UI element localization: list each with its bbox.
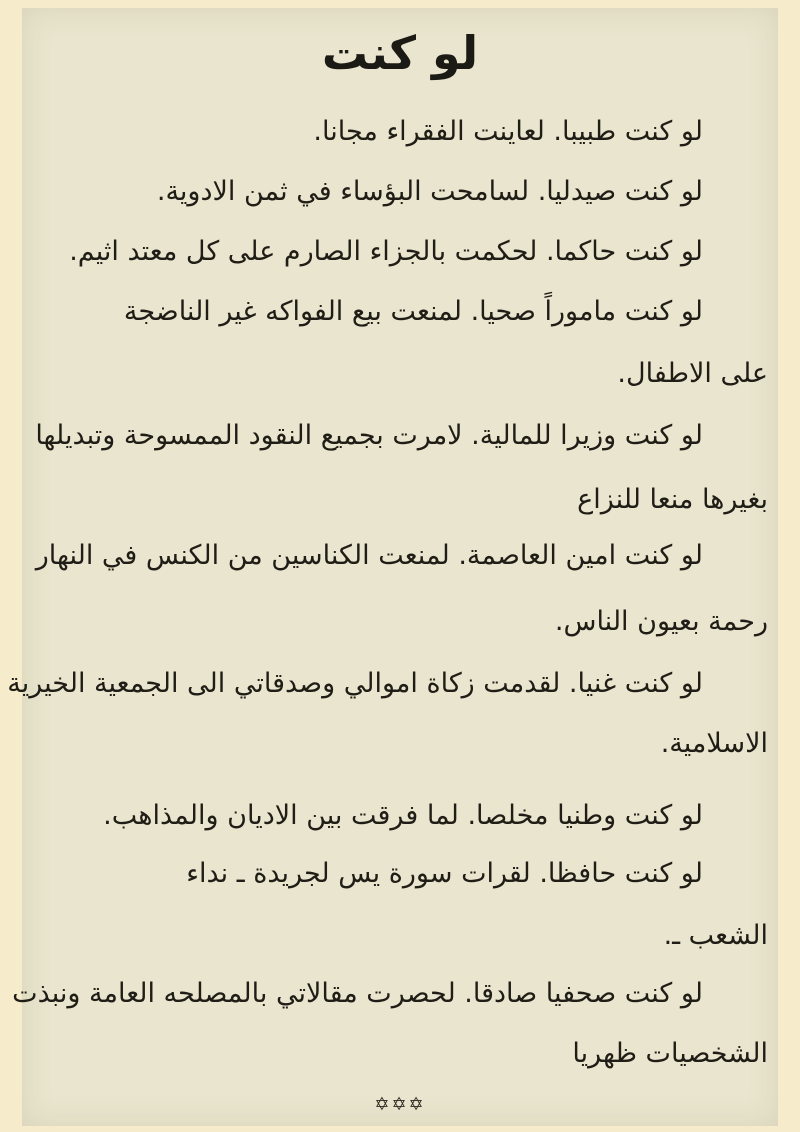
- text-line: لو كنت غنيا. لقدمت زكاة اموالي وصدقاتي الى الجمعية الخيرية: [7, 668, 703, 699]
- ornament-stars: ✡✡✡: [374, 1094, 426, 1115]
- text-line: لو كنت طبيبا. لعاينت الفقراء مجانا.: [313, 116, 703, 147]
- text-line: لو كنت وزيرا للمالية. لامرت بجميع النقود الممسوحة وتبديلها: [35, 420, 703, 451]
- text-line: الشعب ـ.: [663, 920, 768, 951]
- text-line: بغيرها منعا للنزاع: [577, 484, 768, 515]
- text-line: رحمة بعيون الناس.: [554, 606, 768, 637]
- text-line: على الاطفال.: [617, 358, 768, 389]
- text-line: الاسلامية.: [660, 728, 768, 759]
- page-title: لو كنت: [321, 26, 479, 80]
- text-line: لو كنت امين العاصمة. لمنعت الكناسين من الكنس في النهار: [35, 540, 703, 571]
- text-line: لو كنت ماموراً صحيا. لمنعت بيع الفواكه غير الناضجة: [123, 296, 703, 327]
- document-page: [7, 8, 778, 1126]
- text-line: لو كنت صيدليا. لسامحت البؤساء في ثمن الادوية.: [156, 176, 703, 207]
- text-line: لو كنت وطنيا مخلصا. لما فرقت بين الاديان والمذاهب.: [103, 800, 703, 831]
- text-line: الشخصيات ظهريا: [572, 1038, 768, 1069]
- text-line: لو كنت حافظا. لقرات سورة يس لجريدة ـ نداء: [186, 858, 703, 889]
- text-line: لو كنت حاكما. لحكمت بالجزاء الصارم على كل معتد اثيم.: [69, 236, 703, 267]
- text-line: لو كنت صحفيا صادقا. لحصرت مقالاتي بالمصلحه العامة ونبذت: [12, 978, 703, 1009]
